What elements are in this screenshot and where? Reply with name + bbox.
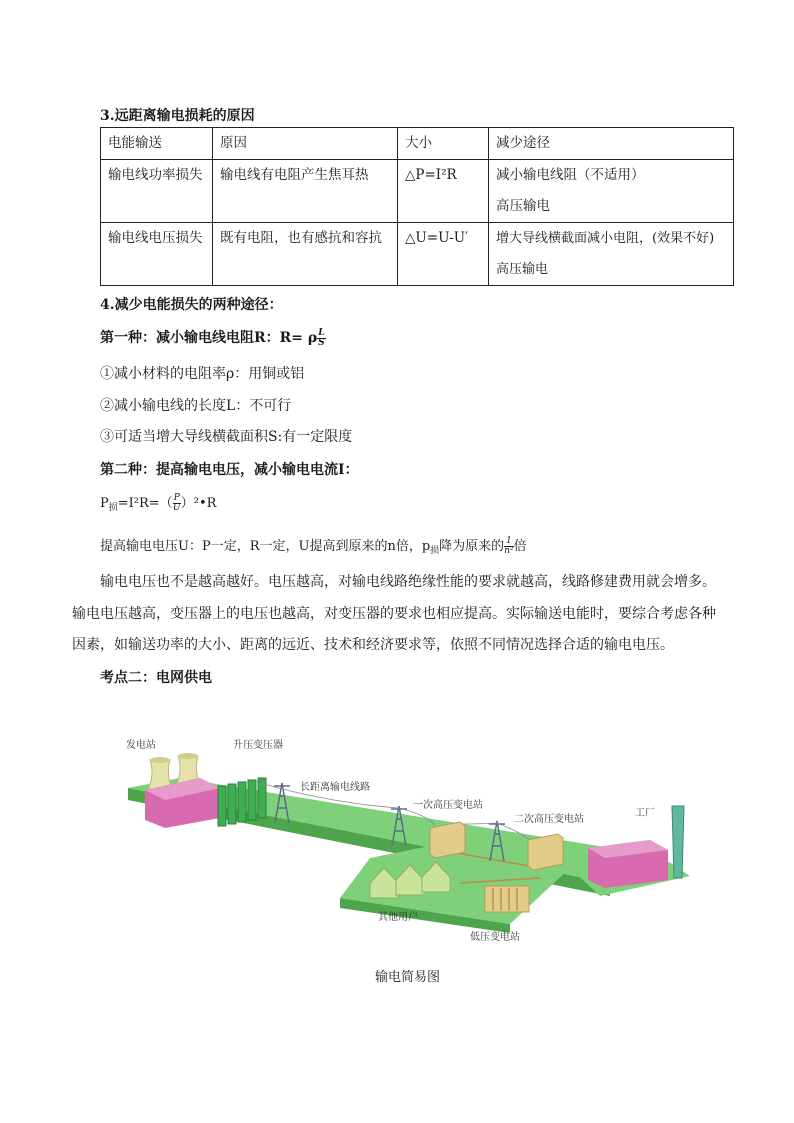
formula-tail: ）²•R [180,496,217,511]
formula-mid: =I²R=（ [117,496,173,511]
formula-sub: 损 [108,503,118,513]
power-grid-diagram [100,728,700,950]
table-cell: △P=I²R [398,160,489,223]
frac-den: U [172,503,181,513]
label-sub2: 二次高压变电站 [514,814,584,825]
way-line: 高压输电 [496,262,549,277]
substation-1 [430,822,465,858]
voltage-line [100,537,527,561]
list-item: ①减小材料的电阻率ρ：用铜或铝 [100,366,305,382]
table-cell: 输电线功率损失 [101,160,213,223]
frac-num: P [173,493,180,503]
line-part: 降为原来的 [439,539,505,554]
label-step-up: 升压变压器 [233,740,283,751]
label-sub1: 一次高压变电站 [413,800,483,811]
table-cell: 输电线有电阻产生焦耳热 [213,160,398,223]
table-cell [489,223,734,286]
line-part: 倍 [513,539,527,554]
section4-title: 4.减少电能损失的两种途径： [100,297,283,313]
line-sub: 损 [430,546,440,556]
table-cell: 输电线电压损失 [101,223,213,286]
list-item: ③可适当增大导线横截面积S:有一定限度 [100,429,353,445]
fraction-p-over-u [173,494,181,513]
fraction-l-over-s [317,329,325,348]
frac-num: 1 [506,536,512,546]
low-voltage-substation [485,886,529,912]
line-part: 提高输电电压U：P一定，R一定，U提高到原来的n倍，p [100,539,431,554]
method1-title [100,327,326,348]
label-low-sub: 低压变电站 [470,932,520,943]
table-header: 原因 [213,128,398,160]
table-header: 减少途径 [489,128,734,160]
method2-title: 第二种：提高输电电压，减小输电电流I： [100,462,359,478]
cooling-tower-top [150,757,170,763]
paragraph-line: 输电电压也不是越高越好。电压越高，对输电线路绝缘性能的要求就越高，线路修建费用就会增多。 [100,574,716,590]
formula-p: P [100,496,109,511]
table-row [101,223,734,286]
label-power-station: 发电站 [126,740,156,751]
diagram-caption: 输电简易图 [375,970,441,985]
table-cell [489,160,734,223]
label-others: 其他用户 [378,912,418,923]
way-line: 增大导线横截面减小电阻，(效果不好) [496,231,715,246]
table-row [101,160,734,223]
section3-title: 3.远距离输电损耗的原因 [100,108,255,124]
chimney [672,806,684,878]
loss-table [100,127,734,286]
frac-den: S [318,337,325,348]
fraction-1-over-n2 [504,537,513,556]
kaodian2-title: 考点二：电网供电 [100,670,212,686]
frac-num: L [318,327,325,338]
paragraph-line: 因素，如输送功率的大小、距离的远近、技术和经济要求等，依照不同情况选择合适的输电电压。 [72,637,674,653]
way-line: 减小输电线阻（不适用） [496,167,645,183]
substation-2 [528,834,563,870]
way-line: 高压输电 [496,198,550,214]
loss-formula [100,494,216,518]
table-header: 大小 [398,128,489,160]
cooling-tower-top [178,753,198,759]
label-long-line: 长距离输电线路 [300,782,370,793]
table-header: 电能输送 [101,128,213,160]
table-cell: △U=U-U′ [398,223,489,286]
table-cell: 既有电阻，也有感抗和容抗 [213,223,398,286]
label-factory: 工厂 [635,808,655,819]
method1-text: 第一种：减小输电线电阻R：R= ρ [100,330,318,346]
table-header-row [101,128,734,160]
frac-den: n² [504,546,514,556]
paragraph-line: 输电电压越高，变压器上的电压也越高，对变压器的要求也相应提高。实际输送电能时，要综合考虑各种 [72,606,716,622]
list-item: ②减小输电线的长度L：不可行 [100,398,292,414]
